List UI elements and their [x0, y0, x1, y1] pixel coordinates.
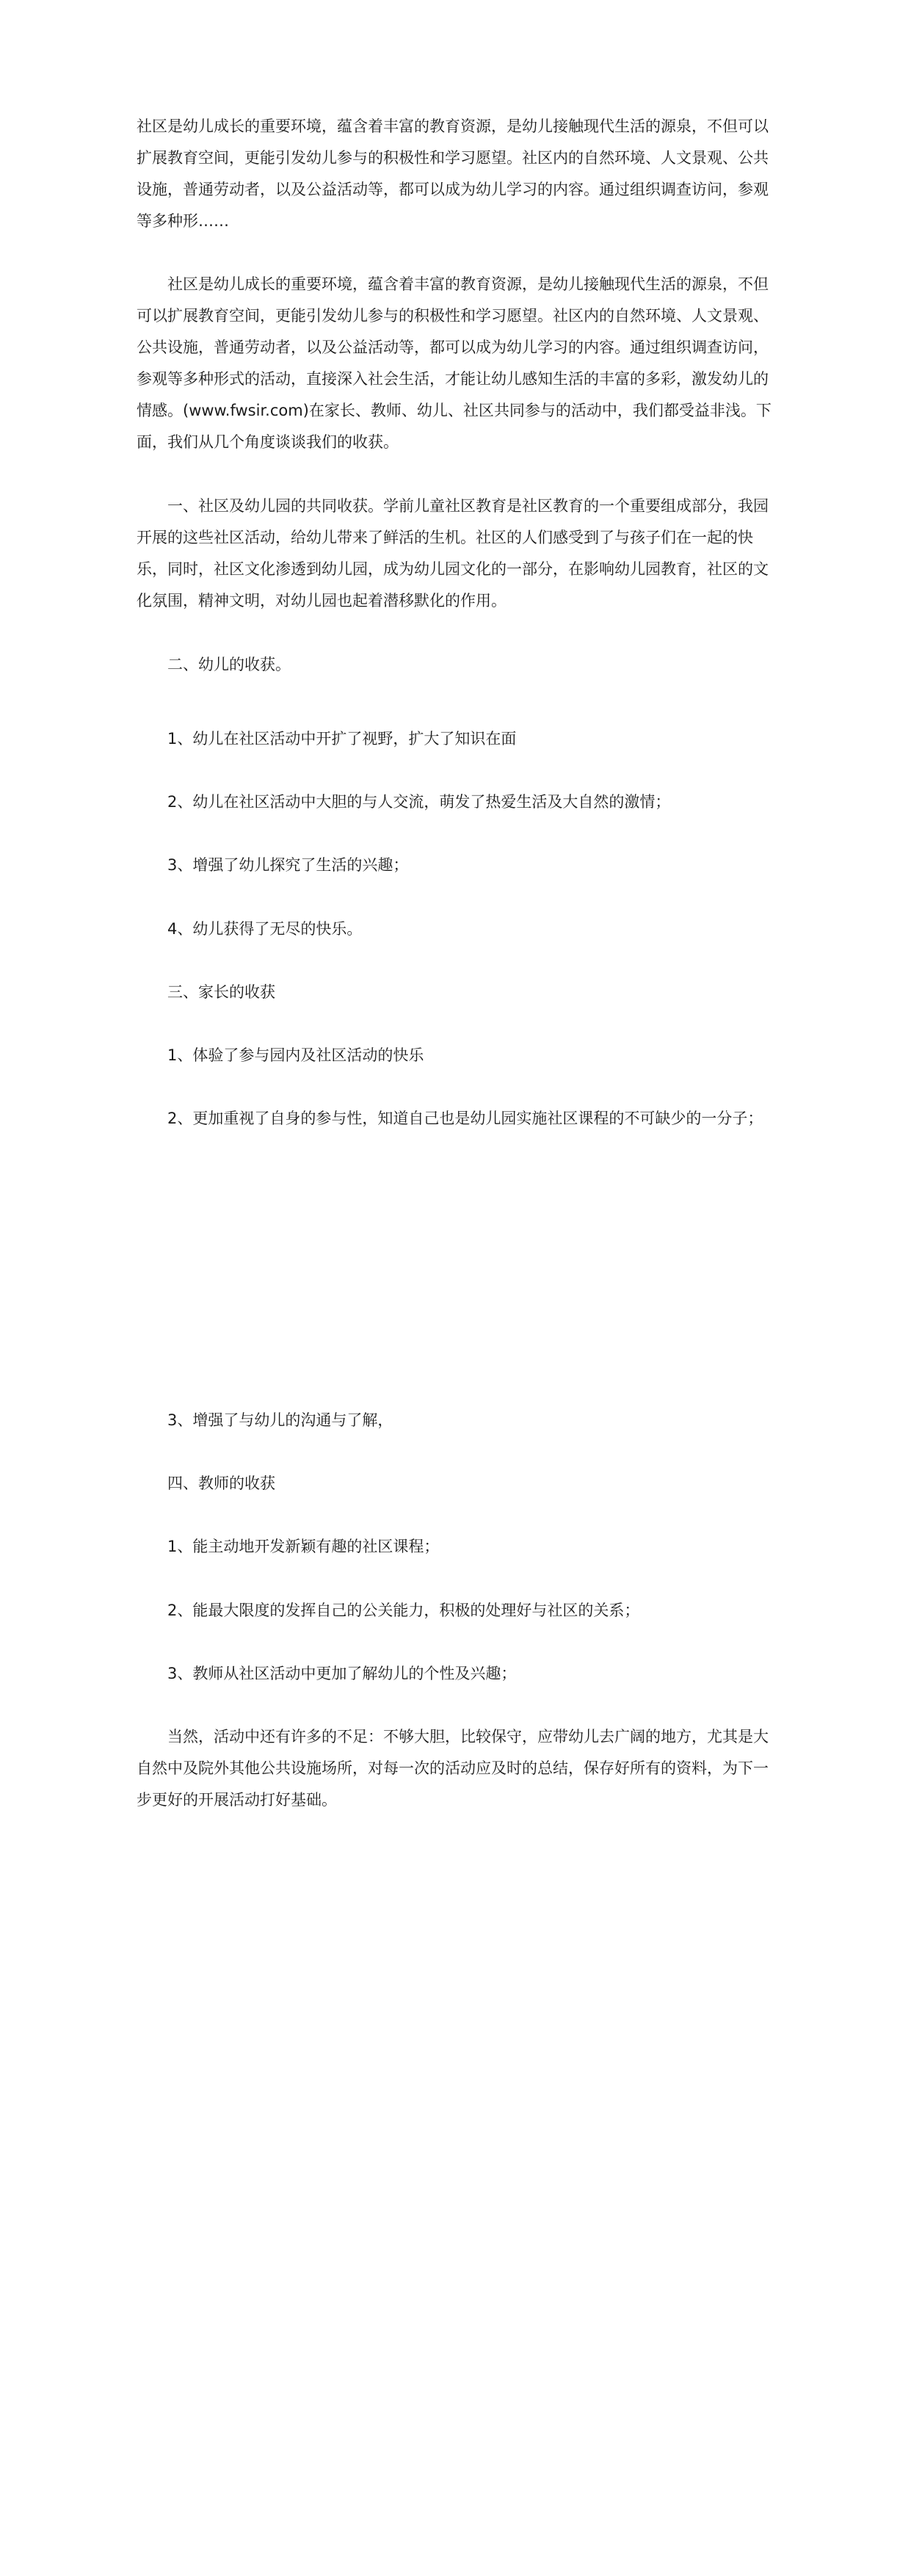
teacher-item-2: 2、能最大限度的发挥自己的公关能力，积极的处理好与社区的关系；	[167, 1602, 640, 1619]
parent-item-2: 2、更加重视了自身的参与性，知道自己也是幼儿园实施社区课程的不可缺少的一分子；	[167, 1110, 763, 1127]
paragraph-2: 一、社区及幼儿园的共同收获。学前儿童社区教育是社区教育的一个重要组成部分，我园开展的这些社区活动，给幼儿带来了鲜活的生机。社区的人们感受到了与孩子们在一起的快乐，同时，社区文化渗透到幼儿园，成为幼儿园文化的一部分，在影响幼儿园教育，社区的文化氛围，精神文明，对幼儿园也起着潜移默化的作用。	[137, 497, 769, 609]
paragraph-1: 社区是幼儿成长的重要环境，蕴含着丰富的教育资源，是幼儿接触现代生活的源泉，不但可以扩展教育空间，更能引发幼儿参与的积极性和学习愿望。社区内的自然环境、人文景观、公共设施，普通劳动者，以及公益活动等，都可以成为幼儿学习的内容。通过组织调查访问，参观等多种形式的活动，直接深入社会生活，才能让幼儿感知生活的丰富的多彩，激发幼儿的情感。(www.fwsir.com)在家长、教师、幼儿、社区共同参与的活动中，我们都受益非浅。下面，我们从几个角度谈谈我们的收获。	[137, 275, 772, 451]
child-item-3: 3、增强了幼儿探究了生活的兴趣；	[167, 856, 409, 874]
heading-child-gains: 二、幼儿的收获。	[167, 656, 291, 673]
heading-parent-gains: 三、家长的收获	[167, 983, 275, 1001]
heading-teacher-gains: 四、教师的收获	[167, 1475, 275, 1492]
child-item-2: 2、幼儿在社区活动中大胆的与人交流，萌发了热爱生活及大自然的激情；	[167, 793, 671, 811]
child-item-1: 1、幼儿在社区活动中开扩了视野，扩大了知识在面	[167, 730, 517, 748]
teacher-item-3: 3、教师从社区活动中更加了解幼儿的个性及兴趣；	[167, 1665, 517, 1682]
parent-item-1: 1、体验了参与园内及社区活动的快乐	[167, 1046, 424, 1064]
intro-paragraph: 社区是幼儿成长的重要环境，蕴含着丰富的教育资源，是幼儿接触现代生活的源泉，不但可以扩展教育空间，更能引发幼儿参与的积极性和学习愿望。社区内的自然环境、人文景观、公共设施，普通劳动者，以及公益活动等，都可以成为幼儿学习的内容。通过组织调查访问，参观等多种形……	[137, 117, 769, 230]
conclusion-paragraph: 当然，活动中还有许多的不足：不够大胆，比较保守，应带幼儿去广阔的地方，尤其是大自然中及院外其他公共设施场所，对每一次的活动应及时的总结，保存好所有的资料，为下一步更好的开展活动打好基础。	[137, 1728, 769, 1809]
teacher-item-1: 1、能主动地开发新颖有趣的社区课程；	[167, 1538, 440, 1555]
parent-item-3: 3、增强了与幼儿的沟通与了解，	[167, 1411, 393, 1429]
child-item-4: 4、幼儿获得了无尽的快乐。	[167, 920, 363, 938]
